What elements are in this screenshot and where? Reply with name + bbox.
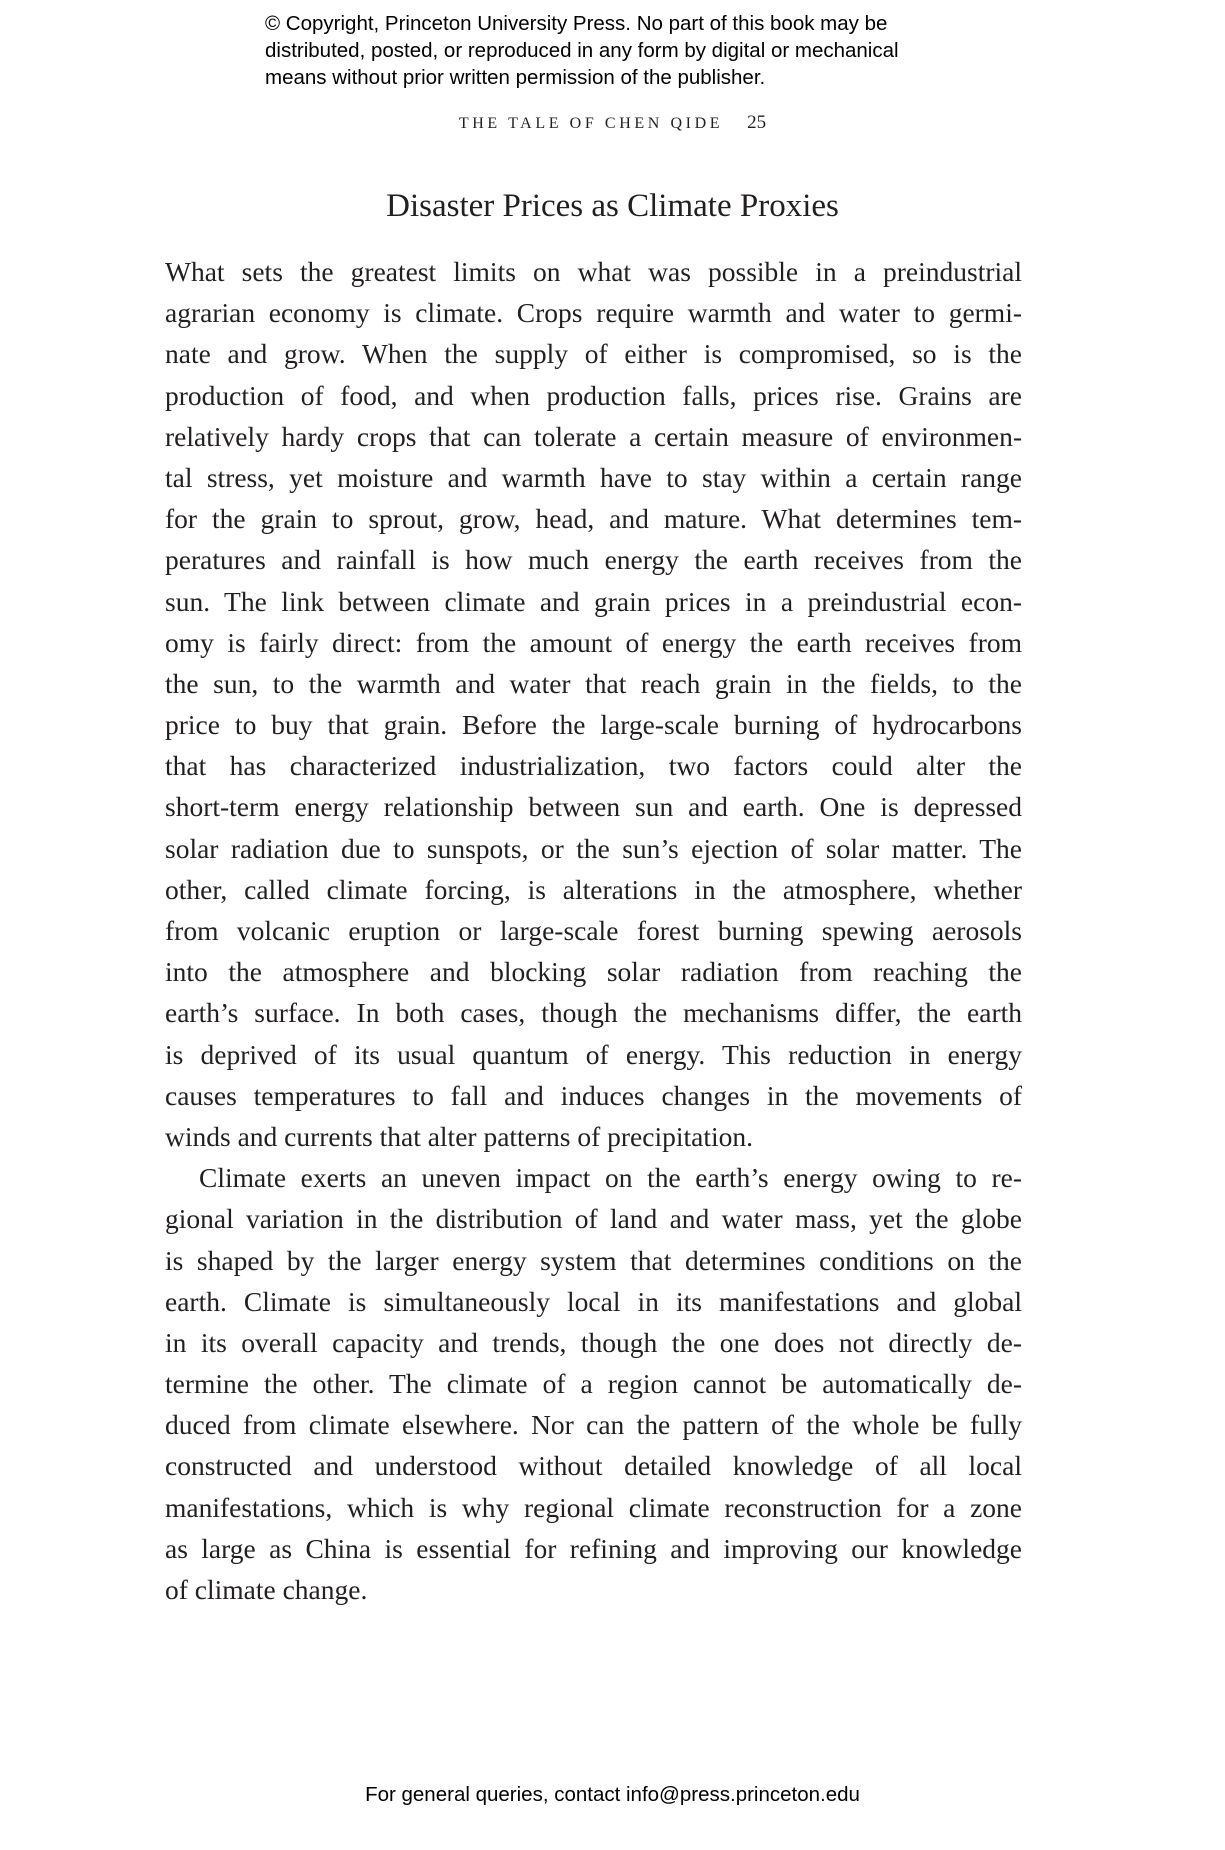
text-line: manifestations, which is why regional climate reconstruction for a zone: [165, 1491, 1022, 1523]
page-number: 25: [747, 112, 767, 133]
text-line: agrarian economy is climate. Crops require warmth and water to germi-: [165, 297, 1022, 329]
text-line: is shaped by the larger energy system that determines conditions on the: [165, 1244, 1022, 1276]
text-line: causes temperatures to fall and induces changes in the movements of: [165, 1079, 1022, 1111]
copyright-line: means without prior written permission of the publisher.: [265, 66, 766, 89]
running-head-title: THE TALE OF CHEN QIDE: [458, 115, 724, 132]
paragraph-1: [165, 251, 1022, 1157]
text-line: from volcanic eruption or large-scale forest burning spewing aerosols: [165, 915, 1022, 946]
text-line: relatively hardy crops that can tolerate a certain measure of environmen-: [165, 420, 1022, 452]
text-line: termine the other. The climate of a region cannot be automatically de-: [165, 1368, 1022, 1400]
footer-contact: For general queries, contact info@press.princeton.edu: [365, 1783, 860, 1806]
text-line: nate and grow. When the supply of either is compromised, so is the: [165, 338, 1022, 370]
text-line: gional variation in the distribution of land and water mass, yet the globe: [165, 1203, 1022, 1235]
text-line: winds and currents that alter patterns of precipitation.: [165, 1120, 754, 1152]
text-line: What sets the greatest limits on what was possible in a preindustrial: [165, 256, 1022, 287]
text-line: duced from climate elsewhere. Nor can the pattern of the whole be fully: [165, 1409, 1022, 1441]
text-line: for the grain to sprout, grow, head, and mature. What determines tem-: [165, 503, 1022, 535]
section-title: Disaster Prices as Climate Proxies: [386, 188, 839, 224]
text-line: into the atmosphere and blocking solar radiation from reaching the: [165, 956, 1022, 988]
text-line: in its overall capacity and trends, though the one does not directly de-: [165, 1326, 1022, 1358]
copyright-line: © Copyright, Princeton University Press. No part of this book may be: [265, 12, 888, 35]
text-line: other, called climate forcing, is alterations in the atmosphere, whether: [165, 873, 1022, 905]
copyright-line: distributed, posted, or reproduced in any form by digital or mechanical: [265, 39, 899, 62]
text-line: short-term energy relationship between sun and earth. One is depressed: [165, 791, 1022, 823]
body-text: [165, 251, 1022, 1610]
running-head: [0, 112, 1225, 134]
copyright-notice: [265, 10, 899, 91]
text-line: peratures and rainfall is how much energy the earth receives from the: [165, 544, 1022, 576]
text-line: production of food, and when production falls, prices rise. Grains are: [165, 379, 1022, 411]
text-line: price to buy that grain. Before the large-scale burning of hydrocarbons: [165, 709, 1022, 741]
text-line: tal stress, yet moisture and warmth have to stay within a certain range: [165, 461, 1022, 493]
text-line: constructed and understood without detailed knowledge of all local: [165, 1450, 1022, 1482]
text-line: that has characterized industrialization, two factors could alter the: [165, 750, 1022, 782]
text-line: as large as China is essential for refining and improving our knowledge: [165, 1532, 1022, 1564]
text-line: earth’s surface. In both cases, though the mechanisms differ, the earth: [165, 997, 1022, 1029]
text-line: is deprived of its usual quantum of energy. This reduction in energy: [165, 1038, 1022, 1070]
text-line: omy is fairly direct: from the amount of energy the earth receives from: [165, 626, 1022, 658]
text-line: earth. Climate is simultaneously local in its manifestations and global: [165, 1285, 1022, 1317]
text-line: the sun, to the warmth and water that reach grain in the fields, to the: [165, 667, 1022, 699]
text-line: of climate change.: [165, 1574, 368, 1605]
text-line: solar radiation due to sunspots, or the sun’s ejection of solar matter. The: [165, 832, 1022, 864]
paragraph-2: [165, 1157, 1022, 1610]
text-line: sun. The link between climate and grain prices in a preindustrial econ-: [165, 585, 1022, 617]
text-line: Climate exerts an uneven impact on the earth’s energy owing to re-: [199, 1162, 1022, 1194]
